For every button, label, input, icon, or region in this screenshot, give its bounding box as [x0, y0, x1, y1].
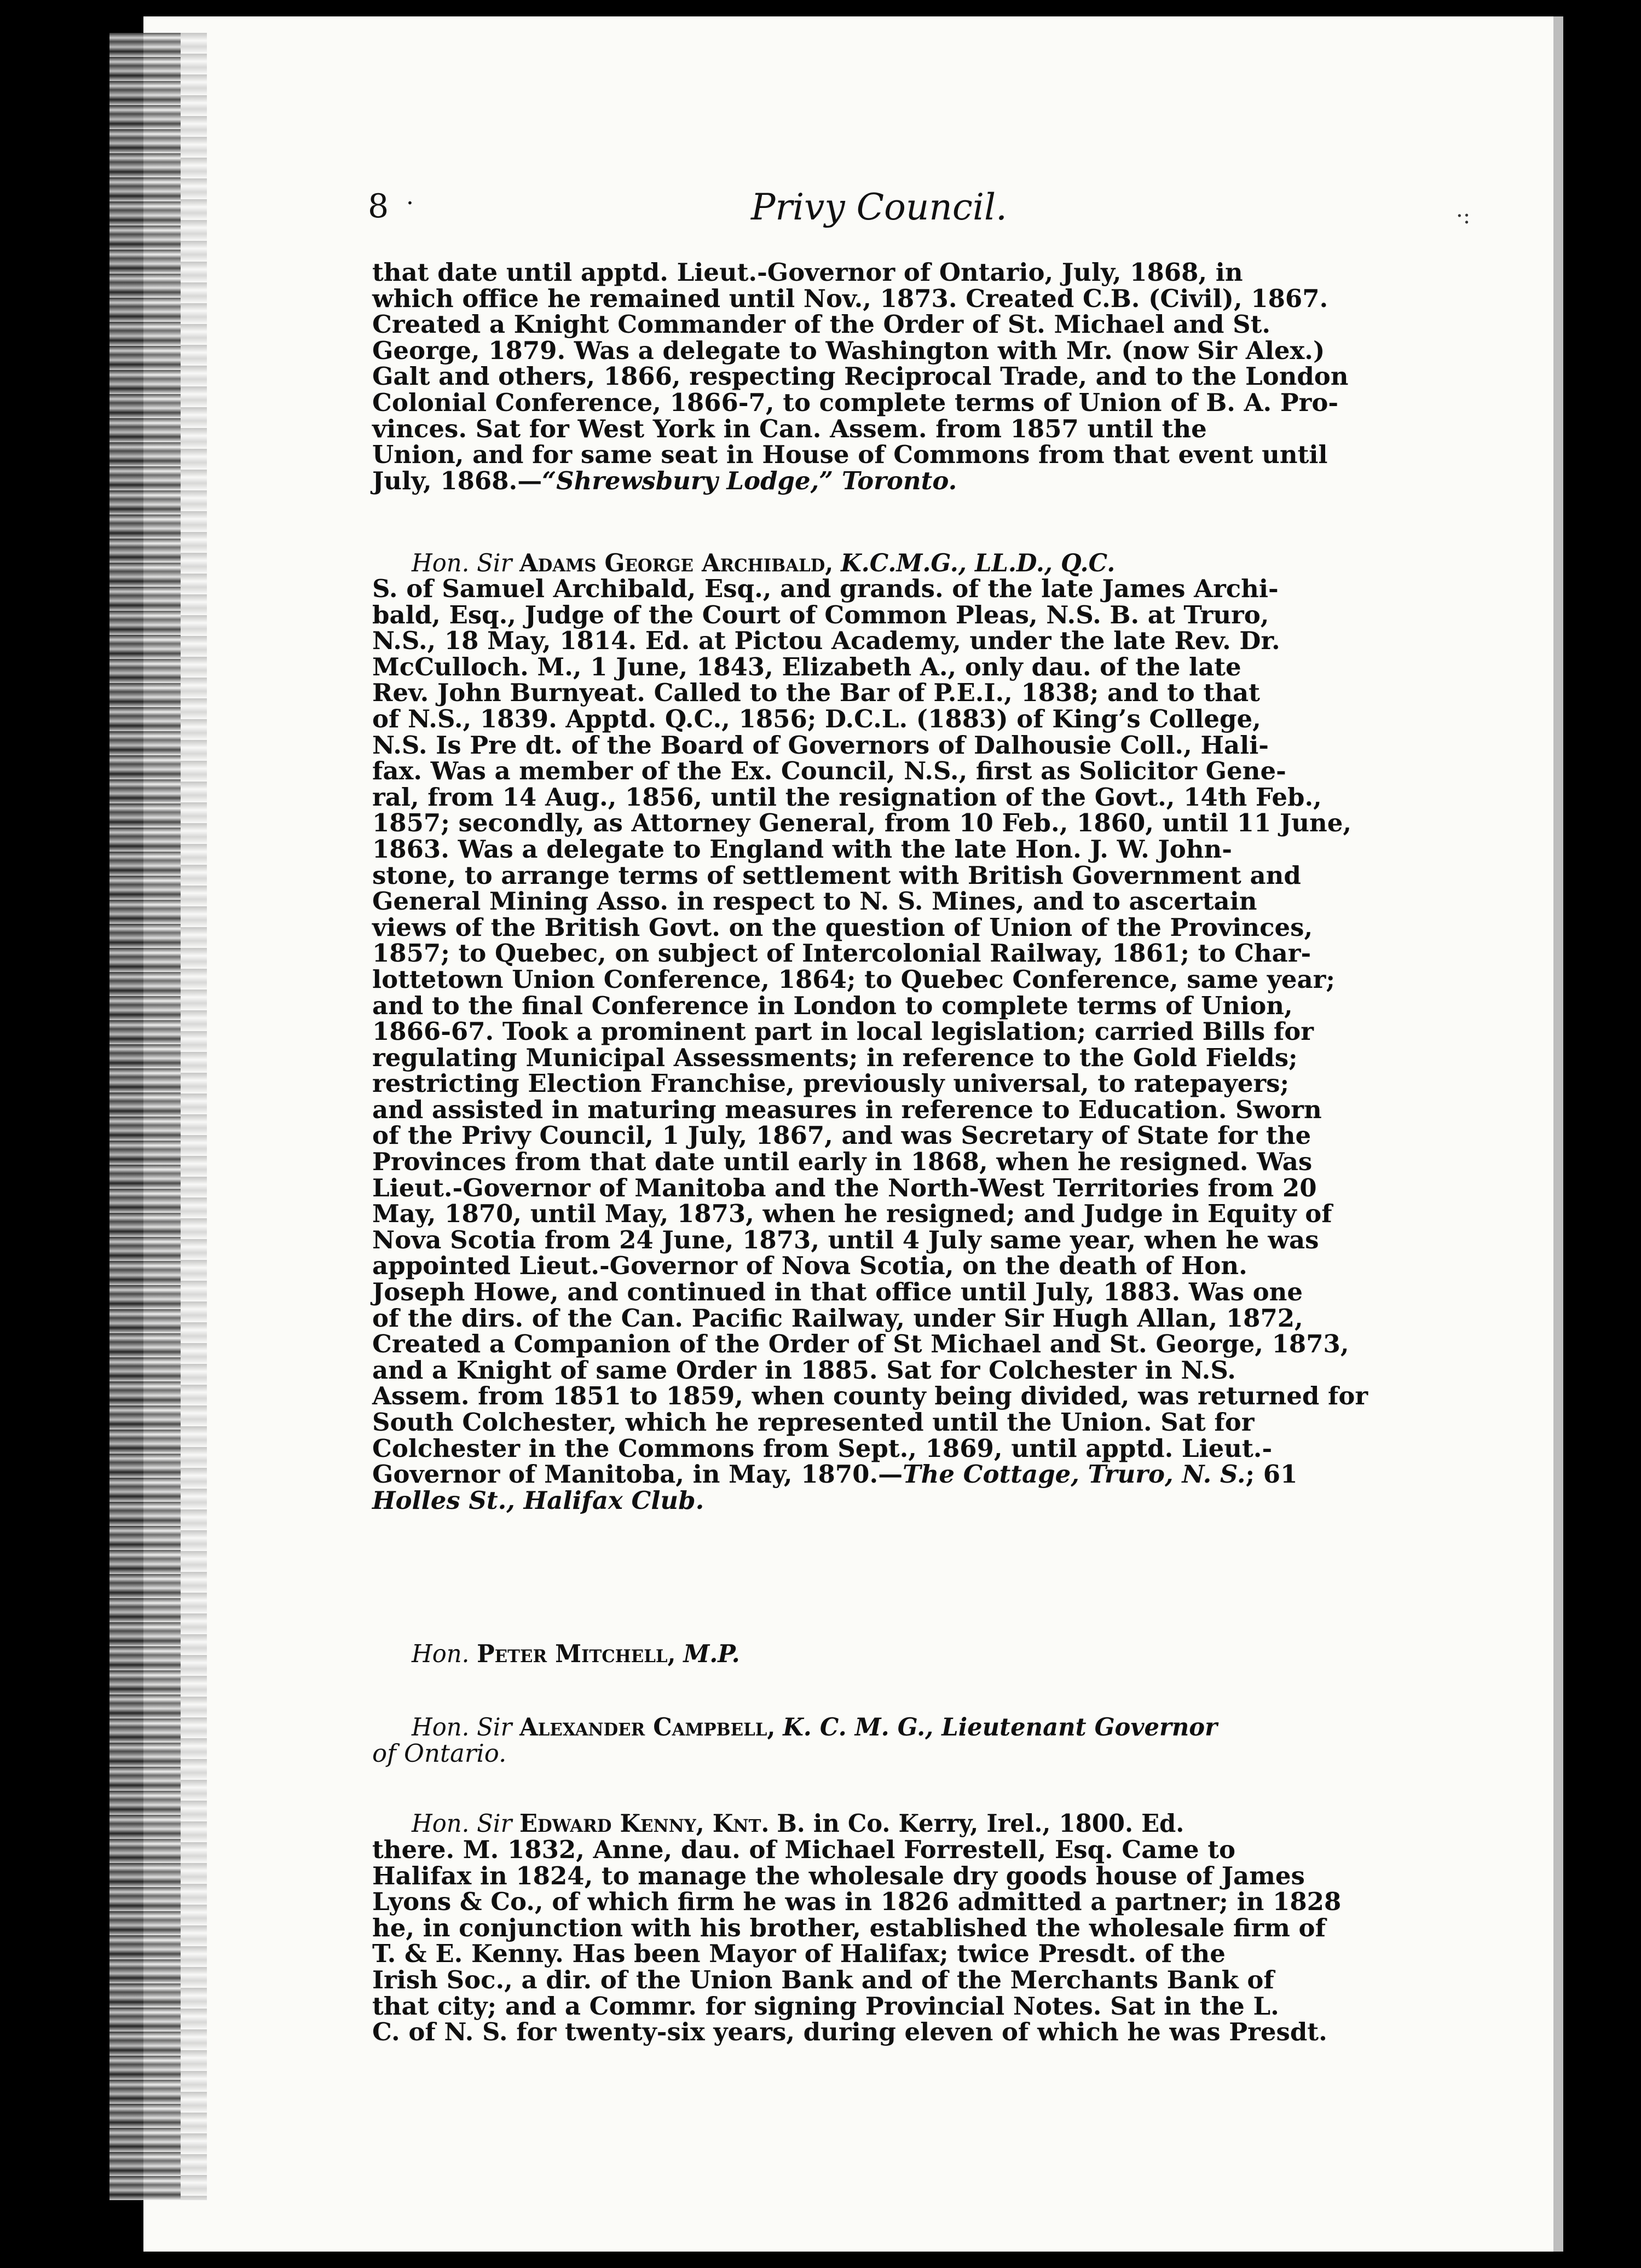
scan-left-border-inner: [181, 33, 207, 2200]
text-line: McCulloch. M., 1 June, 1843, Elizabeth A., only dau. of the late: [372, 652, 1241, 681]
text-line: there. M. 1832, Anne, dau. of Michael Forrestell, Esq. Came to: [372, 1835, 1236, 1864]
text-line: of the Privy Council, 1 July, 1867, and was Secretary of State for the: [372, 1121, 1311, 1150]
text-line: stone, to arrange terms of settlement with British Government and: [372, 860, 1301, 890]
text-line: Joseph Howe, and continued in that office until July, 1883. Was one: [372, 1277, 1303, 1307]
text-line: 1857; secondly, as Attorney General, from 10 Feb., 1860, until 11 June,: [372, 808, 1351, 838]
entry-kenny-body: [372, 1837, 1390, 2045]
address-italic: “Shrewsbury Lodge,” Toronto.: [542, 466, 957, 495]
text-line: and to the final Conference in London to complete terms of Union,: [372, 991, 1293, 1020]
running-title: Privy Council.: [751, 186, 1008, 228]
text-line: of N.S., 1839. Apptd. Q.C., 1856; D.C.L. (1883) of King’s College,: [372, 704, 1261, 733]
text-segment: Governor of Manitoba, in May, 1870.—: [372, 1460, 903, 1489]
honours: K. C. M. G., Lieutenant Governor: [783, 1712, 1217, 1741]
address-italic: The Cottage, Truro, N. S.: [903, 1460, 1246, 1489]
corner-mark: ·:: [1456, 204, 1471, 229]
text-line-address: [372, 1461, 1390, 1488]
person-name: Alexander Campbell,: [519, 1712, 776, 1741]
campbell-title-continued: of Ontario.: [372, 1739, 507, 1768]
text-line: Lyons & Co., of which firm he was in 1826 admitted a partner; in 1828: [372, 1887, 1342, 1917]
text-line: South Colchester, which he represented until the Union. Sat for: [372, 1408, 1255, 1437]
text-line: C. of N. S. for twenty-six years, during eleven of which he was Presdt.: [372, 2017, 1327, 2047]
text-line: Union, and for same seat in House of Commons from that event until: [372, 440, 1328, 470]
text-line: Halifax in 1824, to manage the wholesale dry goods house of James: [372, 1861, 1305, 1890]
text-line: ral, from 14 Aug., 1856, until the resignation of the Govt., 14th Feb.,: [372, 782, 1322, 812]
address-italic-line: Holles St., Halifax Club.: [372, 1485, 704, 1515]
text-line: Assem. from 1851 to 1859, when county being divided, was returned for: [372, 1381, 1368, 1411]
text-line: Irish Soc., a dir. of the Union Bank and of the Merchants Bank of: [372, 1965, 1274, 1994]
text-line: S. of Samuel Archibald, Esq., and grands. of the late James Archi-: [372, 574, 1279, 603]
honorific: Hon. Sir: [412, 548, 512, 577]
text-line: Rev. John Burnyeat. Called to the Bar of P.E.I., 1838; and to that: [372, 678, 1260, 708]
text-line: that date until apptd. Lieut.-Governor of Ontario, July, 1868, in: [372, 258, 1243, 287]
text-line: 1857; to Quebec, on subject of Intercolonial Railway, 1861; to Char-: [372, 939, 1311, 968]
person-name: Adams George Archibald,: [519, 548, 834, 577]
text-segment: B. in Co. Kerry, Irel., 1800. Ed.: [777, 1809, 1184, 1838]
text-line: Nova Scotia from 24 June, 1873, until 4 July same year, when he was: [372, 1225, 1319, 1254]
text-segment: July, 1868.—: [372, 466, 542, 495]
page-number: 8: [368, 187, 389, 225]
text-line: Colchester in the Commons from Sept., 1869, until apptd. Lieut.-: [372, 1433, 1273, 1463]
entry-continued: [372, 259, 1390, 494]
person-name: Edward Kenny, Knt.: [519, 1809, 770, 1838]
scan-right-edge: [1553, 16, 1563, 2252]
text-line: he, in conjunction with his brother, established the wholesale firm of: [372, 1913, 1326, 1942]
text-line: that city; and a Commr. for signing Provincial Notes. Sat in the L.: [372, 1991, 1279, 2021]
text-line: May, 1870, until May, 1873, when he resigned; and Judge in Equity of: [372, 1199, 1332, 1229]
text-line: General Mining Asso. in respect to N. S. Mines, and to ascertain: [372, 887, 1257, 916]
text-line: Colonial Conference, 1866-7, to complete terms of Union of B. A. Pro-: [372, 387, 1339, 417]
text-line: and assisted in maturing measures in reference to Education. Sworn: [372, 1095, 1322, 1124]
text-line: regulating Municipal Assessments; in reference to the Gold Fields;: [372, 1043, 1298, 1072]
person-name: Peter Mitchell,: [477, 1639, 676, 1668]
entry-archibald-heading: [412, 550, 1390, 576]
text-line: George, 1879. Was a delegate to Washington with Mr. (now Sir Alex.): [372, 335, 1325, 365]
text-line: and a Knight of same Order in 1885. Sat for Colchester in N.S.: [372, 1355, 1236, 1385]
honorific: Hon. Sir: [412, 1712, 512, 1741]
honours: K.C.M.G., LL.D., Q.C.: [841, 548, 1116, 577]
text-line: 1866-67. Took a prominent part in local legislation; carried Bills for: [372, 1017, 1314, 1046]
text-line: restricting Election Franchise, previously universal, to ratepayers;: [372, 1069, 1290, 1098]
text-line-address: [372, 468, 1390, 494]
text-line: Lieut.-Governor of Manitoba and the North-West Territories from 20: [372, 1173, 1317, 1202]
text-line: appointed Lieut.-Governor of Nova Scotia, on the death of Hon.: [372, 1251, 1247, 1281]
text-line: vinces. Sat for West York in Can. Assem. from 1857 until the: [372, 414, 1207, 443]
text-line: Created a Companion of the Order of St Michael and St. George, 1873,: [372, 1329, 1349, 1359]
page-number-dash: ·: [406, 189, 414, 217]
text-line: views of the British Govt. on the question of Union of the Provinces,: [372, 912, 1313, 942]
scan-left-border: [109, 33, 181, 2200]
text-line: lottetown Union Conference, 1864; to Quebec Conference, same year;: [372, 964, 1335, 994]
page-header: [368, 181, 1380, 235]
text-segment: ; 61: [1245, 1460, 1298, 1489]
text-line: bald, Esq., Judge of the Court of Common Pleas, N.S. B. at Truro,: [372, 600, 1269, 629]
entry-mitchell-heading: [412, 1641, 1390, 1667]
text-line: which office he remained until Nov., 1873. Created C.B. (Civil), 1867.: [372, 284, 1328, 313]
entry-archibald-body: [372, 576, 1390, 1513]
honorific: Hon. Sir: [412, 1809, 512, 1838]
text-line: Created a Knight Commander of the Order of St. Michael and St.: [372, 310, 1271, 339]
entry-kenny-heading: [412, 1810, 1390, 1837]
text-line: Galt and others, 1866, respecting Reciprocal Trade, and to the London: [372, 362, 1349, 391]
honorific: Hon.: [412, 1639, 470, 1668]
entry-campbell-heading: [412, 1714, 1390, 1740]
text-line: fax. Was a member of the Ex. Council, N.S., first as Solicitor Gene-: [372, 756, 1286, 786]
honours: M.P.: [683, 1639, 740, 1668]
text-line: of the dirs. of the Can. Pacific Railway, under Sir Hugh Allan, 1872,: [372, 1303, 1303, 1333]
text-line: 1863. Was a delegate to England with the late Hon. J. W. John-: [372, 834, 1232, 864]
text-line: Provinces from that date until early in 1868, when he resigned. Was: [372, 1147, 1313, 1177]
text-line: T. & E. Kenny. Has been Mayor of Halifax; twice Presdt. of the: [372, 1939, 1226, 1969]
text-line: N.S. Is Pre dt. of the Board of Governors of Dalhousie Coll., Hali-: [372, 730, 1269, 760]
text-line: N.S., 18 May, 1814. Ed. at Pictou Academy, under the late Rev. Dr.: [372, 626, 1280, 656]
